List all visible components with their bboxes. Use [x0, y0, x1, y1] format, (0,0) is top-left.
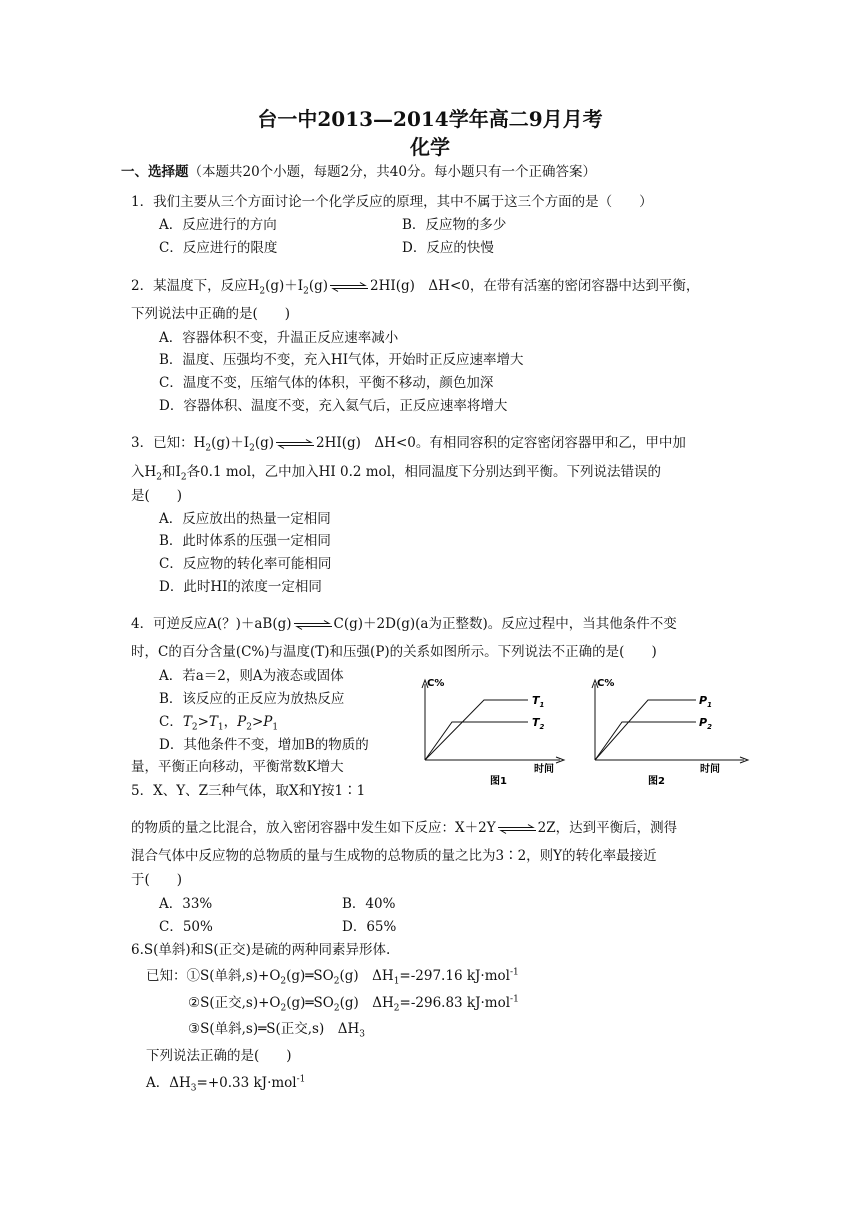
q3-text: 入H	[131, 464, 157, 480]
subscript: 2	[249, 443, 255, 454]
equilibrium-arrow-icon	[275, 439, 315, 449]
q5-text: 的物质的量之比混合，放入密闭容器中发生如下反应：X＋2Y	[131, 820, 496, 836]
q5-line4: 于( )	[131, 872, 183, 888]
q4-option-b: B．该反应的正反应为放热反应	[159, 691, 345, 707]
superscript: -1	[296, 1074, 306, 1085]
q4-text: >	[251, 714, 264, 730]
q6-text: =-296.83 kJ·mol	[399, 995, 511, 1011]
subscript: 1	[272, 722, 279, 733]
q4-line2: 时，C的百分含量(C%)与温度(T)和压强(P)的关系如图所示。下列说法不正确的是( )	[131, 644, 657, 660]
q5-text: 2Z，达到平衡后，测得	[537, 820, 678, 836]
fig2-xlabel: 时间	[700, 764, 720, 775]
subscript: 2	[205, 443, 212, 454]
q3-text: 2HI(g) ΔH<0。有相同容积的定容密闭容器甲和乙，甲中加	[316, 435, 686, 451]
q2-option-b: B．温度、压强均不变，充入HI气体，开始时正反应速率增大	[159, 352, 524, 368]
subscript: 2	[333, 1003, 340, 1014]
figure-1	[416, 672, 572, 790]
q4-text: C．	[159, 714, 183, 730]
q6-equation-1	[146, 966, 519, 986]
page-title: 台一中2013—2014学年高二9月月考	[257, 107, 603, 131]
subscript: 2	[259, 286, 266, 297]
q3-option-d: D．此时HI的浓度一定相同	[159, 579, 322, 595]
fig1-line-t2	[425, 722, 528, 760]
q6-text: =+0.33 kJ·mol	[196, 1075, 297, 1091]
q2-text: 2．某温度下，反应H	[131, 278, 260, 294]
equilibrium-arrow-icon	[329, 282, 369, 292]
q4-var: T	[182, 714, 192, 730]
q3-stem	[131, 433, 686, 453]
subscript: 1	[393, 976, 400, 987]
fig2-line-p2	[595, 722, 696, 760]
q2-stem	[131, 276, 699, 296]
superscript: -1	[510, 994, 519, 1005]
q5-option-d: D．65%	[342, 919, 397, 935]
subscript: 2	[303, 286, 309, 297]
q3-text: 和I	[162, 464, 181, 480]
q6-question: 下列说法正确的是( )	[146, 1048, 292, 1064]
q2-option-a: A．容器体积不变，升温正反应速率减小	[159, 330, 399, 346]
q1-option-a: A．反应进行的方向	[159, 217, 277, 233]
subscript: 3	[190, 1083, 197, 1094]
subscript: 2	[333, 976, 340, 987]
superscript: -1	[509, 967, 519, 978]
q3-line3: 是( )	[131, 488, 183, 504]
q6-text: =-297.16 kJ·mol	[399, 968, 510, 984]
fig1-ylabel: C%	[427, 678, 445, 689]
q4-var: P	[237, 714, 247, 730]
q6-text: 已知：①S(单斜,s)+O	[146, 968, 281, 984]
q5-option-b: B．40%	[342, 896, 396, 912]
q2-option-d: D．容器体积、温度不变，充入氦气后，正反应速率将增大	[159, 398, 508, 414]
q1-option-d: D．反应的快慢	[402, 240, 494, 256]
q3-text: 各0.1 mol，乙中加入HI 0.2 mol，相同温度下分别达到平衡。下列说法错误的	[186, 464, 662, 480]
q4-option-d-cont: 量，平衡正向移动，平衡常数K增大	[131, 759, 344, 775]
q3-option-a: A．反应放出的热量一定相同	[159, 511, 331, 527]
q6-text: ②S(正交,s)+O	[188, 995, 281, 1011]
q6-option-a	[146, 1073, 305, 1093]
q6-text: A．ΔH	[146, 1075, 191, 1091]
fig1-label-t2: $T_2$	[532, 716, 545, 731]
subscript: 2	[393, 1003, 400, 1014]
subscript: 3	[359, 1029, 365, 1040]
fig2-label-p1: $P_1$	[699, 694, 712, 709]
q2-text: (g)＋I	[265, 278, 304, 294]
subscript: 1	[217, 722, 224, 733]
fig1-label-t1: $T_1$	[532, 694, 545, 709]
fig2-ylabel: C%	[597, 678, 615, 689]
fig1-xlabel: 时间	[534, 764, 554, 775]
q5-line2	[131, 818, 677, 838]
fig2-label-p2: $P_2$	[699, 716, 712, 731]
fig2-caption: 图2	[648, 776, 665, 787]
subscript: 2	[191, 722, 198, 733]
q6-text: (g)═SO	[286, 995, 334, 1011]
q6-text: (g) ΔH	[339, 995, 394, 1011]
q4-var: P	[263, 714, 273, 730]
q4-text: 4．可逆反应A(？)＋aB(g)	[131, 616, 292, 632]
fig2-line-p1	[595, 700, 696, 760]
q6-equation-2	[188, 993, 519, 1013]
q1-stem: 1．我们主要从三个方面讨论一个化学反应的原理，其中不属于这三个方面的是（ ）	[131, 194, 653, 210]
q4-option-a: A．若a＝2，则A为液态或固体	[159, 668, 344, 684]
q4-text: >	[197, 714, 209, 730]
subscript: 2	[156, 472, 163, 483]
section-title: 一、选择题	[121, 164, 189, 180]
q6-text: ③S(单斜,s)═S(正交,s) ΔH	[188, 1021, 360, 1037]
subscript: 2	[280, 1003, 287, 1014]
q5-option-c: C．50%	[159, 919, 213, 935]
q4-text: ，	[223, 714, 238, 730]
q3-option-b: B．此时体系的压强一定相同	[159, 533, 331, 549]
figure-2	[586, 672, 756, 790]
q3-text: 3．已知：H	[131, 435, 206, 451]
q3-text: (g)＋I	[211, 435, 250, 451]
q4-option-c	[159, 712, 278, 732]
page-subtitle: 化学	[410, 135, 450, 159]
q4-text: C(g)＋2D(g)(a为正整数)。反应过程中，当其他条件不变	[333, 616, 677, 632]
q2-text: (g)	[308, 278, 329, 294]
q4-stem	[131, 614, 677, 634]
q6-text: (g)═SO	[286, 968, 334, 984]
subscript: 2	[280, 976, 287, 987]
fig1-line-t1	[425, 700, 528, 760]
q5-line1: 5．X、Y、Z三种气体，取X和Y按1∶1	[131, 783, 366, 799]
q1-option-c: C．反应进行的限度	[159, 240, 278, 256]
q4-var: T	[208, 714, 218, 730]
q3-line2	[131, 462, 661, 482]
q6-stem: 6.S(单斜)和S(正交)是硫的两种同素异形体.	[131, 942, 391, 958]
equilibrium-arrow-icon	[293, 620, 333, 630]
section-note: （本题共20个小题，每题2分，共40分。每小题只有一个正确答案）	[188, 164, 596, 180]
q4-option-d: D．其他条件不变，增加B的物质的	[159, 737, 369, 753]
q3-text: (g)	[254, 435, 275, 451]
q2-text: 2HI(g) ΔH<0，在带有活塞的密闭容器中达到平衡，	[370, 278, 700, 294]
q3-option-c: C．反应物的转化率可能相同	[159, 556, 332, 572]
q2-line2: 下列说法中正确的是( )	[131, 306, 291, 322]
equilibrium-arrow-icon	[497, 824, 537, 834]
q5-option-a: A．33%	[159, 896, 213, 912]
q5-line3: 混合气体中反应物的总物质的量与生成物的总物质的量之比为3∶2，则Y的转化率最接近	[131, 848, 657, 864]
q2-option-c: C．温度不变，压缩气体的体积，平衡不移动，颜色加深	[159, 375, 494, 391]
subscript: 2	[180, 472, 187, 483]
q1-option-b: B．反应物的多少	[402, 217, 507, 233]
subscript: 2	[246, 722, 252, 733]
q6-text: (g) ΔH	[339, 968, 394, 984]
section-heading	[121, 162, 596, 182]
q6-equation-3	[188, 1019, 365, 1039]
fig1-caption: 图1	[490, 776, 507, 787]
